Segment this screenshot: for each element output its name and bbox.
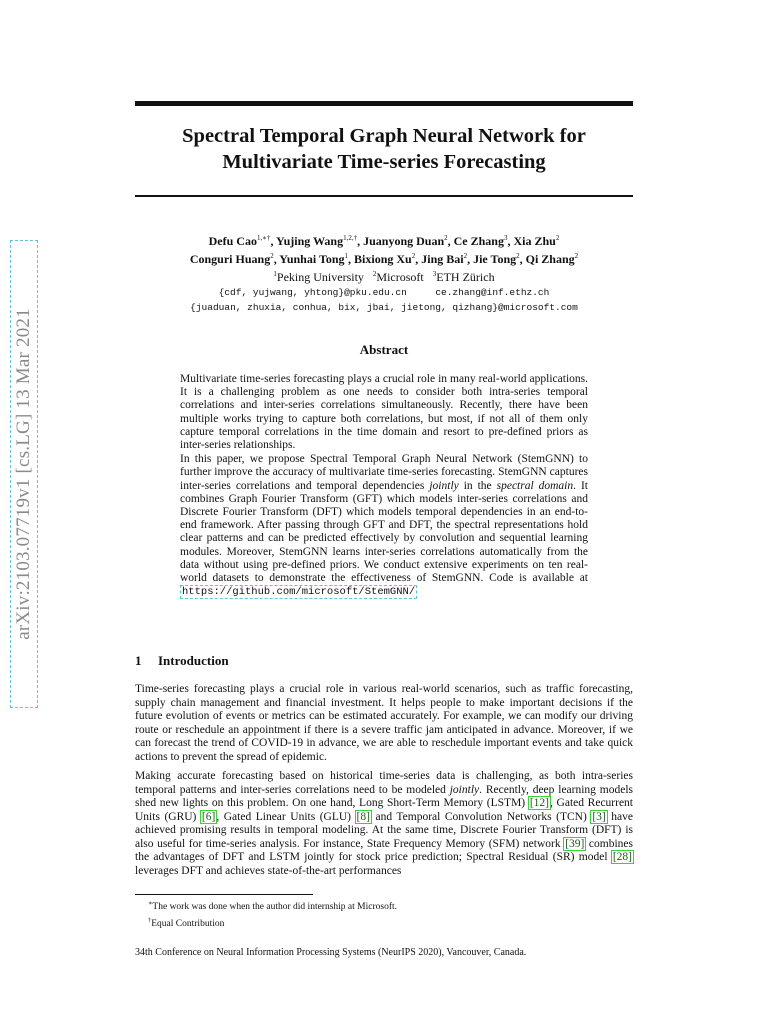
introduction-body bbox=[135, 683, 633, 884]
author-mark: 2 bbox=[516, 252, 520, 260]
author-mark: 2 bbox=[270, 252, 274, 260]
author-name: Bixiong Xu bbox=[354, 252, 412, 266]
author-mark: 1,2,† bbox=[343, 234, 358, 242]
author-line-2 bbox=[135, 249, 633, 267]
title-rule-bottom bbox=[135, 195, 633, 197]
author-sep: , bbox=[519, 252, 526, 266]
affiliation-mark: 2 bbox=[372, 270, 377, 278]
arxiv-id: arXiv:2103.07719v1 [cs.LG] 13 Mar 2021 bbox=[13, 308, 34, 640]
text-run: In this paper, we propose Spectral Temporal Graph Neural Network (StemGNN) to further improve the accuracy of multivariate time-series forecasting. StemGNN captures inter-series correlations and temporal dependencies bbox=[180, 453, 588, 492]
email-line-2 bbox=[135, 300, 633, 315]
footnote-mark: † bbox=[148, 917, 152, 925]
footnotes bbox=[148, 897, 397, 931]
intro-paragraph-2 bbox=[135, 770, 633, 878]
author-name: Defu Cao bbox=[208, 234, 257, 248]
email-address[interactable]: {juaduan, zhuxia, conhua, bix, jbai, jietong, qizhang}@microsoft.com bbox=[190, 302, 578, 313]
text-run: , Gated Recurrent Units (GRU) bbox=[135, 797, 634, 823]
author-block bbox=[135, 231, 633, 315]
citation-link[interactable]: [8] bbox=[356, 810, 370, 823]
email-line-1 bbox=[135, 285, 633, 300]
title-line-1: Spectral Temporal Graph Neural Network for bbox=[182, 125, 586, 147]
footnote-item bbox=[148, 897, 397, 914]
email-address[interactable]: {cdf, yujwang, yhtong}@pku.edu.cn bbox=[218, 287, 407, 298]
author-name: Yunhai Tong bbox=[279, 252, 345, 266]
author-name: Juanyong Duan bbox=[363, 234, 445, 248]
paper-title bbox=[135, 123, 633, 175]
author-mark: 2 bbox=[574, 252, 579, 260]
author-mark: 2 bbox=[463, 252, 468, 260]
author-mark: 2 bbox=[411, 252, 416, 260]
author-mark: 3 bbox=[503, 234, 508, 242]
text-run: in the bbox=[458, 479, 497, 492]
author-name: Conguri Huang bbox=[189, 252, 271, 266]
author-name: Ce Zhang bbox=[453, 234, 504, 248]
title-line-2: Multivariate Time-series Forecasting bbox=[222, 151, 546, 173]
affiliation-name: Peking University bbox=[276, 270, 364, 284]
abstract-heading: Abstract bbox=[359, 342, 409, 357]
author-mark: 1 bbox=[344, 252, 349, 260]
text-run: , Gated Linear Units (GLU) bbox=[216, 810, 356, 823]
venue-footer: 34th Conference on Neural Information Processing Systems (NeurIPS 2020), Vancouver, Canada. bbox=[135, 947, 527, 958]
author-sep: , bbox=[273, 252, 280, 266]
affiliation-mark: 3 bbox=[432, 270, 437, 278]
emphasis: jointly bbox=[449, 783, 480, 796]
citation-link[interactable]: [12] bbox=[529, 797, 549, 809]
author-sep: , bbox=[507, 234, 514, 248]
author-name: Qi Zhang bbox=[525, 252, 575, 266]
abstract-paragraph-2 bbox=[180, 453, 588, 599]
citation-link[interactable]: [3] bbox=[592, 810, 606, 823]
author-sep: , bbox=[415, 252, 422, 266]
abstract-paragraph-1: Multivariate time-series forecasting plays a crucial role in many real-world applications. It is a challenging problem as one needs to consider both intra-series temporal correlations and inter-series correlations simultaneously. Recently, there have been multiple works trying to capture both correlations, but most, if not all of them only capture temporal correlations in the time domain and resort to pre-defined priors as inter-series relationships. bbox=[180, 373, 588, 452]
citation-link[interactable]: [39] bbox=[565, 837, 585, 850]
author-sep: , bbox=[270, 234, 277, 248]
author-sep: , bbox=[447, 234, 454, 248]
author-name: Jie Tong bbox=[473, 252, 517, 266]
author-sep: , bbox=[357, 234, 364, 248]
author-mark: 1,∗† bbox=[256, 234, 271, 242]
footnote-text: The work was done when the author did internship at Microsoft. bbox=[152, 902, 397, 913]
author-name: Yujing Wang bbox=[276, 234, 344, 248]
section-title: Introduction bbox=[158, 653, 229, 668]
intro-paragraph-1: Time-series forecasting plays a crucial role in various real-world scenarios, such as traffic forecasting, supply chain management and financial investment. It helps people to make important decisions if the future evolution of events or metrics can be estimated accurately. For example, we can modify our driving route or reschedule an appointment if there is a severe traffic jam anticipated in advance. Moreover, if we can forecast the trend of COVID-19 in advance, we are able to reschedule important events and take quick actions to prevent the spread of epidemic. bbox=[135, 683, 633, 763]
footnote-rule bbox=[135, 894, 313, 895]
affiliation-name: ETH Zürich bbox=[436, 270, 495, 284]
author-sep: , bbox=[467, 252, 474, 266]
author-name: Jing Bai bbox=[421, 252, 464, 266]
author-sep: , bbox=[348, 252, 355, 266]
abstract-body bbox=[180, 373, 588, 599]
emphasis: spectral domain bbox=[496, 479, 574, 492]
author-mark: 2 bbox=[555, 234, 560, 242]
text-run: combines the advantages of DFT and LSTM jointly for stock price prediction; Spectral Residual (SR) model bbox=[135, 837, 633, 863]
email-address[interactable]: ce.zhang@inf.ethz.ch bbox=[435, 287, 550, 298]
citation-link[interactable]: [6] bbox=[201, 810, 216, 823]
affiliation-mark: 1 bbox=[273, 270, 277, 278]
code-url-link[interactable]: https://github.com/microsoft/StemGNN/ bbox=[182, 586, 416, 599]
text-run: have achieved promising results in temporal modeling. At the same time, Discrete Fourier Transform (DFT) is also useful for time-series analysis. For instance, State Frequency Memory (SFM) network bbox=[135, 810, 633, 850]
emphasis: jointly bbox=[429, 479, 459, 492]
footnote-text: Equal Contribution bbox=[151, 919, 225, 930]
text-run: leverages DFT and achieves state-of-the-art performances bbox=[135, 864, 402, 877]
footnote-mark: ∗ bbox=[148, 900, 153, 907]
affiliation-line bbox=[135, 267, 633, 285]
citation-link[interactable]: [28] bbox=[612, 851, 632, 863]
author-name: Xia Zhu bbox=[513, 234, 556, 248]
footnote-item bbox=[148, 914, 397, 931]
text-run: and Temporal Convolution Networks (TCN) bbox=[370, 810, 592, 823]
affiliation-name: Microsoft bbox=[376, 270, 424, 284]
arxiv-stamp[interactable] bbox=[10, 240, 38, 708]
title-rule-top bbox=[135, 101, 633, 106]
text-run: . Recently, deep learning models shed new lights on this problem. On one hand, Long Short-Term Memory (LSTM) bbox=[135, 783, 633, 809]
section-number: 1 bbox=[135, 653, 142, 668]
section-heading-introduction bbox=[135, 653, 229, 669]
text-run: Making accurate forecasting based on historical time-series data is challenging, as both intra-series temporal patterns and inter-series correlations need to be modeled bbox=[135, 770, 633, 796]
text-run: . It combines Graph Fourier Transform (GFT) which models inter-series correlations and Discrete Fourier Transform (DFT) which models temporal dependencies in an end-to-end framework. After passing through GFT and DFT, the spectral representations hold clear patterns and can be predicted effectively by convolution and sequential learning modules. Moreover, StemGNN learns inter-series correlations automatically from the data without using pre-defined priors. We conduct extensive experiments on ten real-world datasets to demonstrate the effectiveness of StemGNN. Code is available at bbox=[180, 479, 588, 585]
author-line-1 bbox=[135, 231, 633, 249]
author-mark: 2 bbox=[444, 234, 448, 242]
